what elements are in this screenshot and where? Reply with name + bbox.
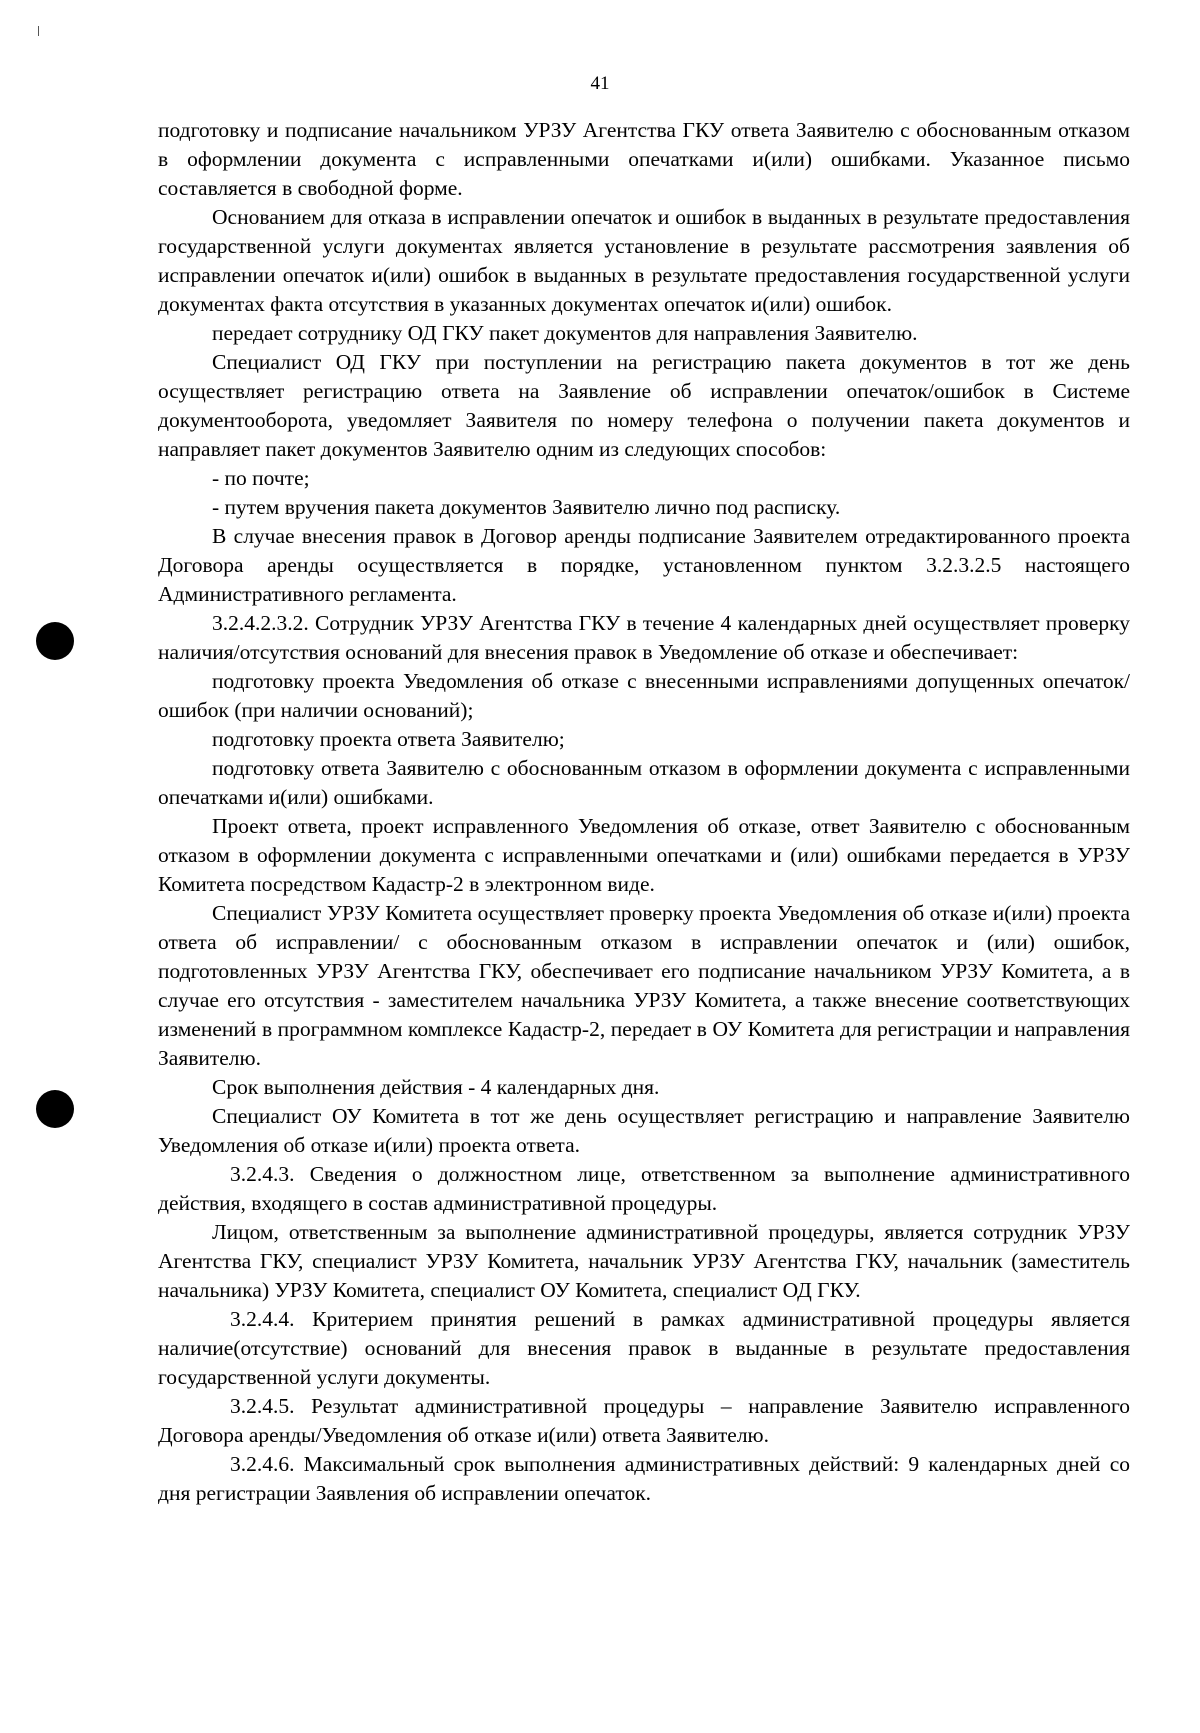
paragraph: 3.2.4.2.3.2. Сотрудник УРЗУ Агентства ГКУ в течение 4 календарных дней осуществляет проверку наличия/отсутствия оснований для внесения правок в Уведомление об отказе и обеспечивает: — [158, 611, 1130, 664]
paragraph: Специалист ОУ Комитета в тот же день осуществляет регистрацию и направление Заявителю Уведомления об отказе и(или) проекта ответа. — [158, 1104, 1130, 1157]
paragraph: 3.2.4.6. Максимальный срок выполнения административных действий: 9 календарных дней со дня регистрации Заявления об исправлении опечаток. — [158, 1452, 1130, 1505]
paragraph: В случае внесения правок в Договор аренды подписание Заявителем отредактированного проекта Договора аренды осуществляется в порядке, установленном пунктом 3.2.3.2.5 настоящего Административного регламента. — [158, 524, 1130, 606]
scan-mark — [38, 26, 39, 36]
paragraph: подготовку проекта Уведомления об отказе с внесенными исправлениями допущенных опечаток/ошибок (при наличии оснований); — [158, 669, 1130, 722]
paragraph: Срок выполнения действия - 4 календарных дня. — [212, 1075, 660, 1099]
paragraph: 3.2.4.4. Критерием принятия решений в рамках административной процедуры является наличие(отсутствие) оснований для внесения правок в выданные в результате предоставления государственной услуги документы. — [158, 1307, 1130, 1389]
paragraph: Специалист ОД ГКУ при поступлении на регистрацию пакета документов в тот же день осуществляет регистрацию ответа на Заявление об исправлении опечаток/ошибок в Системе документооборота, уведомляет Заявителя по номеру телефона о получении пакета документов и направляет пакет документов Заявителю одним из следующих способов: — [158, 350, 1130, 461]
paragraph: Специалист УРЗУ Комитета осуществляет проверку проекта Уведомления об отказе и(или) проекта ответа об исправлении/ с обоснованным отказом в исправлении опечаток и (или) ошибок, подготовленных УРЗУ Агентства ГКУ, обеспечивает его подписание начальником УРЗУ Комитета, а в случае его отсутствия - заместителем начальника УРЗУ Комитета, а также внесение соответствующих изменений в программном комплексе Кадастр-2, передает в ОУ Комитета для регистрации и направления Заявителю. — [158, 901, 1130, 1070]
paragraph: - путем вручения пакета документов Заявителю лично под расписку. — [212, 495, 841, 519]
paragraph: 3.2.4.3. Сведения о должностном лице, ответственном за выполнение административного действия, входящего в состав административной процедуры. — [158, 1162, 1130, 1215]
page-number: 41 — [590, 73, 610, 94]
punch-hole — [36, 622, 74, 660]
paragraph: - по почте; — [212, 466, 310, 490]
paragraph: подготовку и подписание начальником УРЗУ Агентства ГКУ ответа Заявителю с обоснованным отказом в оформлении документа с исправленными опечатками и(или) ошибками. Указанное письмо составляется в свободной форме. — [158, 118, 1130, 200]
document-body — [158, 116, 1130, 1508]
paragraph: Проект ответа, проект исправленного Уведомления об отказе, ответ Заявителю с обоснованным отказом в оформлении документа с исправленными опечатками и (или) ошибками передается в УРЗУ Комитета посредством Кадастр-2 в электронном виде. — [158, 814, 1130, 896]
paragraph: передает сотруднику ОД ГКУ пакет документов для направления Заявителю. — [212, 321, 918, 345]
paragraph: подготовку проекта ответа Заявителю; — [212, 727, 565, 751]
punch-hole — [36, 1090, 74, 1128]
paragraph: 3.2.4.5. Результат административной процедуры – направление Заявителю исправленного Договора аренды/Уведомления об отказе и(или) ответа Заявителю. — [158, 1394, 1130, 1447]
paragraph: Лицом, ответственным за выполнение административной процедуры, является сотрудник УРЗУ Агентства ГКУ, специалист УРЗУ Комитета, начальник УРЗУ Агентства ГКУ, начальник (заместитель начальника) УРЗУ Комитета, специалист ОУ Комитета, специалист ОД ГКУ. — [158, 1220, 1130, 1302]
paragraph: Основанием для отказа в исправлении опечаток и ошибок в выданных в результате предоставления государственной услуги документах является установление в результате рассмотрения заявления об исправлении опечаток и(или) ошибок в выданных в результате предоставления государственной услуги документах факта отсутствия в указанных документах опечаток и(или) ошибок. — [158, 205, 1130, 316]
paragraph: подготовку ответа Заявителю с обоснованным отказом в оформлении документа с исправленными опечатками и(или) ошибками. — [158, 756, 1130, 809]
